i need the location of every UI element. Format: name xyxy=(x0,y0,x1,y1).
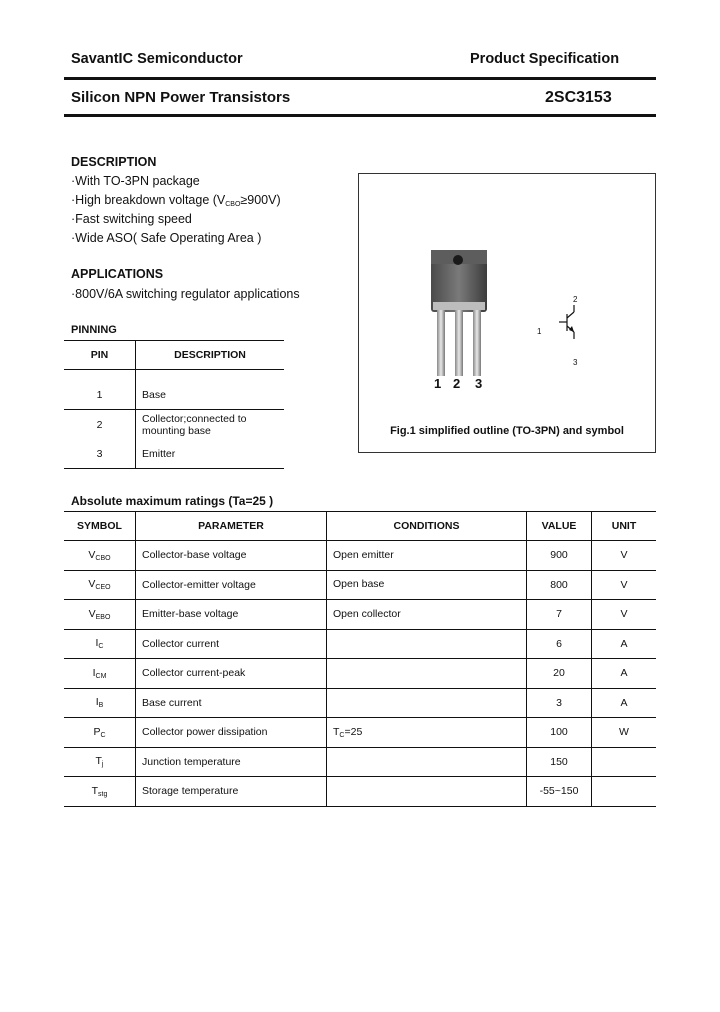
description-item: ·With TO-3PN package xyxy=(71,174,200,188)
parameter-cell: Collector current-peak xyxy=(136,659,327,689)
product-line: Silicon NPN Power Transistors xyxy=(71,89,291,106)
conditions-cell: Open emitter xyxy=(327,541,527,571)
conditions-cell: Open base xyxy=(327,570,527,600)
description-title: DESCRIPTION xyxy=(71,155,157,169)
conditions-cell: $T_C=25$ xyxy=(327,718,527,748)
lead-label: 1 xyxy=(434,376,442,391)
unit-header: UNIT xyxy=(611,520,637,532)
applications-title: APPLICATIONS xyxy=(71,267,164,281)
value-cell: 100 xyxy=(527,718,592,748)
value-header: VALUE xyxy=(527,512,592,541)
package-outline-image xyxy=(359,174,655,414)
header-rule-top xyxy=(64,77,656,80)
ratings-title: Absolute maximum ratings (Ta=25 ) xyxy=(71,494,274,508)
ratings-row xyxy=(64,600,656,630)
company-name: SavantIC Semiconductor xyxy=(71,51,243,67)
ratings-row xyxy=(64,629,656,659)
ratings-row xyxy=(64,570,656,600)
conditions-cell xyxy=(327,747,527,777)
symbol-cell: $V_{CBO}$ xyxy=(64,541,136,571)
parameter-header: PARAMETER xyxy=(136,512,327,541)
parameter-cell: Storage temperature xyxy=(136,777,327,807)
conditions-header: CONDITIONS xyxy=(327,512,527,541)
unit-cell xyxy=(592,747,657,777)
unit-cell xyxy=(592,777,657,807)
conditions-cell xyxy=(327,688,527,718)
description-item: ·Wide ASO( Safe Operating Area ) xyxy=(71,231,262,245)
lead-label: 2 xyxy=(453,376,461,391)
symbol-cell: $V_{EBO}$ xyxy=(64,600,136,630)
header-rule-bottom xyxy=(64,114,656,117)
ratings-row xyxy=(64,747,656,777)
unit-cell: V xyxy=(620,549,628,562)
symbol-cell: $I_{CM}$ xyxy=(64,659,136,689)
value-cell: 150 xyxy=(527,747,592,777)
figure-box xyxy=(358,173,656,453)
pin-description: Emitter xyxy=(142,448,176,460)
mounting-hole xyxy=(453,255,463,265)
unit-cell: A xyxy=(620,696,628,709)
value-cell: -55~150 xyxy=(527,777,592,807)
doc-type: Product Specification xyxy=(470,51,620,67)
part-number: 2SC3153 xyxy=(545,89,612,106)
description-item: ·High breakdown voltage $(V_{CBO}\ge 900V)$ xyxy=(71,193,281,208)
symbol-cell: $V_{CEO}$ xyxy=(64,570,136,600)
pinning-table xyxy=(64,340,284,469)
pin-description: Base xyxy=(142,388,166,401)
pinning-title: PINNING xyxy=(71,324,117,336)
symbol-cell: $I_B$ xyxy=(64,688,136,718)
figure-caption: Fig.1 simplified outline (TO-3PN) and symbol xyxy=(390,425,624,437)
parameter-cell: Emitter-base voltage xyxy=(136,600,327,630)
symbol-base-label: 1 xyxy=(537,327,542,336)
pin-number: 1 xyxy=(64,370,136,410)
pin-description: Collector;connected to mounting base xyxy=(142,413,247,437)
symbol-header: SYMBOL xyxy=(64,512,136,541)
value-cell: 800 xyxy=(527,570,592,600)
ratings-table xyxy=(64,511,656,807)
value-cell: 20 xyxy=(527,659,592,689)
npn-transistor-symbol xyxy=(559,305,574,339)
unit-cell: W xyxy=(619,726,629,739)
pin-header: PIN xyxy=(64,341,136,370)
unit-cell: V xyxy=(620,608,628,621)
symbol-emitter-label: 3 xyxy=(573,358,578,367)
value-cell: 6 xyxy=(527,629,592,659)
unit-cell: A xyxy=(620,637,628,650)
lead-2 xyxy=(455,310,463,376)
pin-number: 2 xyxy=(64,410,136,441)
lead-1 xyxy=(437,310,445,376)
parameter-cell: Junction temperature xyxy=(136,747,327,777)
ratings-row xyxy=(64,688,656,718)
ratings-row xyxy=(64,541,656,571)
conditions-cell: Open collector xyxy=(327,600,527,630)
symbol-cell: $T_{stg}$ xyxy=(64,777,136,807)
package-shoulder xyxy=(433,302,485,310)
lead-3 xyxy=(473,310,481,376)
unit-cell: V xyxy=(620,578,628,591)
parameter-cell: Base current xyxy=(136,688,327,718)
symbol-cell: $I_C$ xyxy=(64,629,136,659)
parameter-cell: Collector current xyxy=(136,629,327,659)
pin-number: 3 xyxy=(64,440,136,469)
value-cell: 7 xyxy=(527,600,592,630)
parameter-cell: Collector-emitter voltage xyxy=(136,570,327,600)
unit-cell: A xyxy=(620,667,628,680)
ratings-row xyxy=(64,659,656,689)
emitter-arrow xyxy=(569,326,574,332)
value-cell: 3 xyxy=(527,688,592,718)
parameter-cell: Collector power dissipation xyxy=(136,718,327,748)
parameter-cell: Collector-base voltage xyxy=(136,541,327,571)
ratings-row xyxy=(64,718,656,748)
ratings-row xyxy=(64,777,656,807)
description-item: ·Fast switching speed xyxy=(71,212,192,226)
application-item: ·800V/6A switching regulator applications xyxy=(71,287,300,301)
conditions-cell xyxy=(327,777,527,807)
lead-label: 3 xyxy=(475,376,483,391)
value-cell: 900 xyxy=(527,541,592,571)
symbol-collector-label: 2 xyxy=(573,295,578,304)
conditions-cell xyxy=(327,659,527,689)
conditions-cell xyxy=(327,629,527,659)
symbol-cell: $T_j$ xyxy=(64,747,136,777)
symbol-cell: $P_C$ xyxy=(64,718,136,748)
pin-description-header: DESCRIPTION xyxy=(174,349,246,361)
